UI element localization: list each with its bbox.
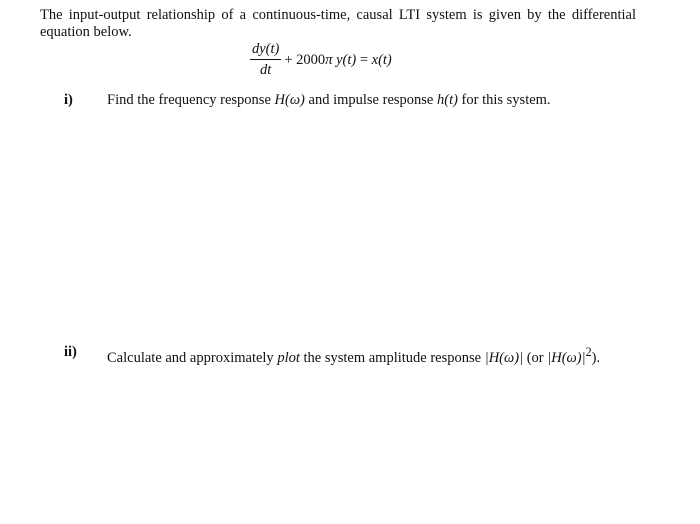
square-exponent: 2 xyxy=(585,345,592,359)
equation-y: y(t) xyxy=(332,51,357,68)
intro-text: The input-output relationship of a continuous-time, causal LTI system is given by the differential equation below. xyxy=(40,7,636,40)
question-ii-text-or: (or xyxy=(523,349,548,366)
frequency-response-symbol: H(ω) xyxy=(274,92,305,108)
question-i-text xyxy=(107,92,551,109)
equation-equals: = xyxy=(356,51,372,68)
equation-pi: π xyxy=(325,51,333,68)
question-i-label: i) xyxy=(64,92,73,108)
derivative-fraction xyxy=(250,41,281,79)
question-ii-text xyxy=(107,344,600,367)
question-i-text-after: for this system. xyxy=(457,92,551,108)
fraction-numerator: dy(t) xyxy=(250,41,281,60)
question-ii-text-before: Calculate and approximately xyxy=(107,349,278,366)
amplitude-response-symbol: |H(ω)| xyxy=(484,349,524,366)
question-i-text-middle: and impulse response xyxy=(304,92,437,108)
question-ii-text-middle: the system amplitude response xyxy=(299,349,485,366)
equation-x: x(t) xyxy=(371,51,392,68)
question-i-text-before: Find the frequency response xyxy=(107,92,275,108)
question-ii-label: ii) xyxy=(64,344,77,360)
plot-word: plot xyxy=(277,349,300,366)
question-ii-text-after: ). xyxy=(591,349,601,366)
impulse-response-symbol: h(t) xyxy=(436,92,458,108)
fraction-denominator: dt xyxy=(260,62,272,78)
squared-amplitude-symbol: |H(ω)| xyxy=(547,349,586,366)
equation-rest xyxy=(284,52,391,69)
problem-intro xyxy=(40,7,636,41)
differential-equation xyxy=(250,40,392,80)
equation-plus-coefficient: + 2000 xyxy=(284,51,326,68)
